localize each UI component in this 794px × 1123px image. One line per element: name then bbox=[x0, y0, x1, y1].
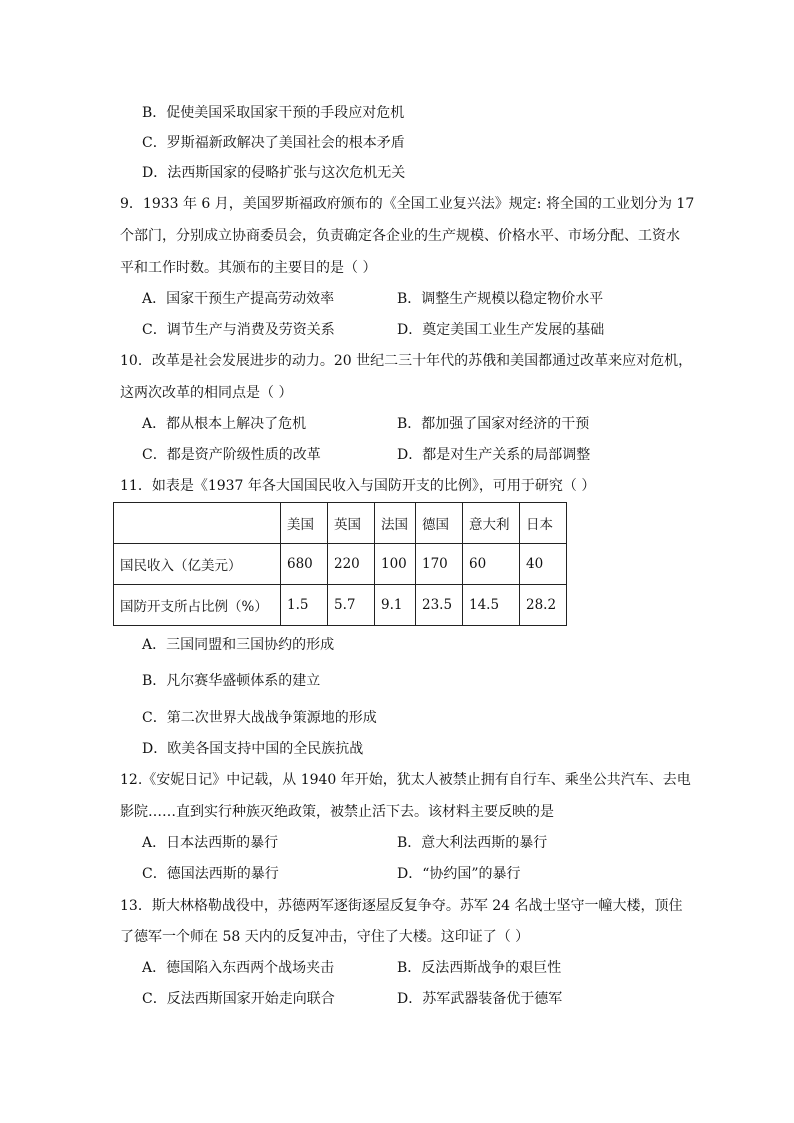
q9-option-a: A．国家干预生产提高劳动效率 bbox=[142, 291, 335, 307]
table-cell: 220 bbox=[328, 544, 375, 585]
table-row bbox=[114, 544, 567, 585]
table-header-cell: 日本 bbox=[520, 503, 567, 544]
table-cell: 国防开支所占比例（%） bbox=[114, 585, 281, 626]
q12-option-b: B．意大利法西斯的暴行 bbox=[397, 835, 548, 851]
q10-stem-line2: 这两次改革的相同点是（ ） bbox=[120, 385, 293, 401]
q12-stem-line1: 12.《安妮日记》中记载，从 1940 年开始，犹太人被禁止拥有自行车、乘坐公共汽车、去电 bbox=[120, 772, 691, 788]
q13-option-a: A．德国陷入东西两个战场夹击 bbox=[142, 960, 335, 976]
q9-stem-line2: 个部门，分别成立协商委员会，负责确定各企业的生产规模、价格水平、市场分配、工资水 bbox=[120, 228, 680, 244]
q9-stem-line1: 9．1933 年 6 月，美国罗斯福政府颁布的《全国工业复兴法》规定: 将全国的工业划分为 17 bbox=[120, 196, 695, 212]
q13-option-c: C．反法西斯国家开始走向联合 bbox=[142, 991, 335, 1007]
table-cell: 60 bbox=[463, 544, 520, 585]
table-header-cell: 法国 bbox=[375, 503, 416, 544]
table-cell: 100 bbox=[375, 544, 416, 585]
table-cell: 170 bbox=[416, 544, 463, 585]
q13-stem-line2: 了德军一个师在 58 天内的反复冲击，守住了大楼。这印证了（ ） bbox=[120, 929, 530, 945]
table-header-cell: 德国 bbox=[416, 503, 463, 544]
table-header-cell bbox=[114, 503, 281, 544]
table-row bbox=[114, 585, 567, 626]
q12-stem-line2: 影院……直到实行种族灭绝政策，被禁止活下去。该材料主要反映的是 bbox=[120, 804, 554, 820]
q11-option-c: C．第二次世界大战战争策源地的形成 bbox=[142, 710, 377, 726]
q8-option-b: B．促使美国采取国家干预的手段应对危机 bbox=[142, 105, 405, 121]
table-cell: 9.1 bbox=[375, 585, 416, 626]
table-cell: 28.2 bbox=[520, 585, 567, 626]
q10-option-a: A．都从根本上解决了危机 bbox=[142, 416, 307, 432]
q11-stem-line1: 11．如表是《1937 年各大国国民收入与国防开支的比例》，可用于研究（ ） bbox=[120, 478, 596, 494]
table-header-row bbox=[114, 503, 567, 544]
table-header-cell: 美国 bbox=[281, 503, 328, 544]
table-header-cell: 英国 bbox=[328, 503, 375, 544]
q9-option-b: B．调整生产规模以稳定物价水平 bbox=[397, 291, 604, 307]
q8-option-d: D．法西斯国家的侵略扩张与这次危机无关 bbox=[142, 165, 406, 181]
q12-option-c: C．德国法西斯的暴行 bbox=[142, 866, 279, 882]
q11-option-b: B．凡尔赛华盛顿体系的建立 bbox=[142, 673, 321, 689]
q10-option-c: C．都是资产阶级性质的改革 bbox=[142, 447, 321, 463]
q13-option-b: B．反法西斯战争的艰巨性 bbox=[397, 960, 562, 976]
q13-option-d: D．苏军武器装备优于德军 bbox=[397, 991, 563, 1007]
table-cell: 23.5 bbox=[416, 585, 463, 626]
q9-stem-line3: 平和工作时数。其颁布的主要目的是（ ） bbox=[120, 260, 377, 276]
table-cell: 14.5 bbox=[463, 585, 520, 626]
table-cell: 40 bbox=[520, 544, 567, 585]
q11-option-a: A．三国同盟和三国协约的形成 bbox=[142, 637, 335, 653]
q10-option-d: D．都是对生产关系的局部调整 bbox=[397, 447, 591, 463]
q12-option-a: A．日本法西斯的暴行 bbox=[142, 835, 279, 851]
national-income-defense-table bbox=[113, 502, 567, 626]
table-cell: 国民收入（亿美元） bbox=[114, 544, 281, 585]
table-header-cell: 意大利 bbox=[463, 503, 520, 544]
q12-option-d: D．“协约国”的暴行 bbox=[397, 866, 521, 882]
q10-option-b: B．都加强了国家对经济的干预 bbox=[397, 416, 590, 432]
q9-option-d: D．奠定美国工业生产发展的基础 bbox=[397, 322, 605, 338]
q8-option-c: C．罗斯福新政解决了美国社会的根本矛盾 bbox=[142, 135, 405, 151]
table-cell: 5.7 bbox=[328, 585, 375, 626]
table-cell: 680 bbox=[281, 544, 328, 585]
q13-stem-line1: 13．斯大林格勒战役中，苏德两军逐街逐屋反复争夺。苏军 24 名战士坚守一幢大楼，顶住 bbox=[120, 898, 683, 914]
table-cell: 1.5 bbox=[281, 585, 328, 626]
q9-option-c: C．调节生产与消费及劳资关系 bbox=[142, 322, 335, 338]
q10-stem-line1: 10．改革是社会发展进步的动力。20 世纪二三十年代的苏俄和美国都通过改革来应对危机， bbox=[120, 353, 693, 369]
q11-option-d: D．欧美各国支持中国的全民族抗战 bbox=[142, 741, 364, 757]
